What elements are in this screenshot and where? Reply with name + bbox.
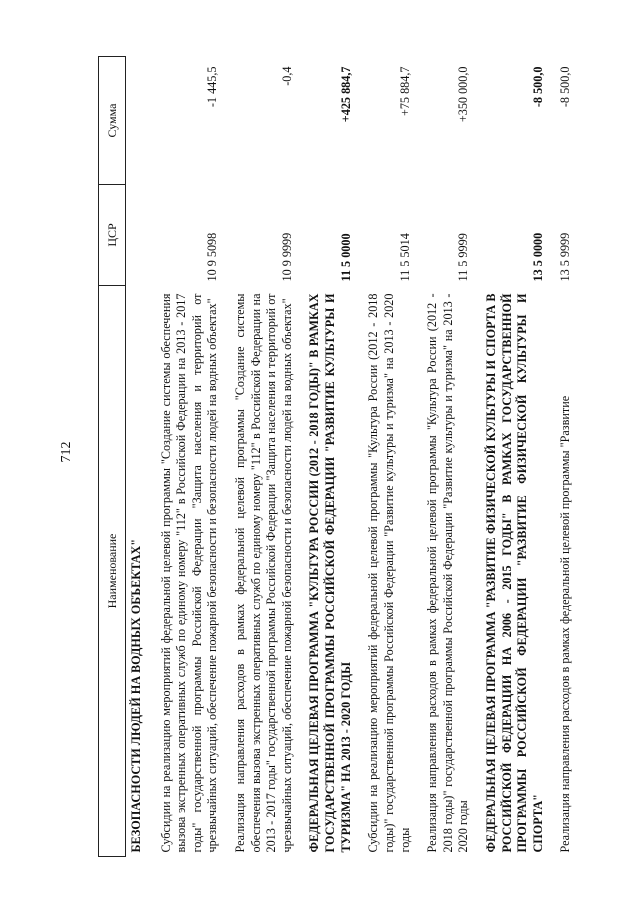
row-code: 11 5 5014: [397, 233, 412, 282]
row-code: [126, 185, 149, 286]
row-code: 10 9 5098: [205, 232, 220, 282]
row-code: 11 5 9999: [456, 233, 471, 282]
table-row: [474, 57, 548, 857]
row-sum: -0,4: [279, 66, 294, 86]
column-header-code: ЦСР: [99, 185, 126, 286]
row-sum: [126, 57, 149, 185]
row-code: 10 9 9999: [279, 232, 294, 282]
row-code: 11 5 0000: [338, 233, 353, 282]
row-name: БЕЗОПАСНОСТИ ЛЮДЕЙ НА ВОДНЫХ ОБЪЕКТАХ": [129, 539, 143, 853]
table-header-row: [99, 57, 126, 857]
budget-table-rotated: [98, 57, 616, 857]
column-header-sum: Сумма: [99, 57, 126, 185]
row-name: Реализация направления расходов в рамках федеральной целевой программы "Культура России (2012 - 2018 годы)" государственной программы Российской Федерации "Развитие культуры и туризма" на 2013 - 2020 годы: [425, 293, 471, 853]
row-sum: -8 500,0: [558, 66, 573, 108]
table-row: [126, 57, 149, 857]
page-number: 712: [59, 441, 74, 463]
row-sum: +75 884,7: [397, 66, 412, 117]
column-header-name: Наименование: [99, 286, 126, 857]
budget-table: [98, 56, 576, 857]
row-sum: -8 500,0: [530, 66, 545, 108]
row-name: ФЕДЕРАЛЬНАЯ ЦЕЛЕВАЯ ПРОГРАММА "РАЗВИТИЕ ФИЗИЧЕСКОЙ КУЛЬТУРЫ И СПОРТА В РОССИЙСКОЙ ФЕДЕРАЦИИ НА 2006 - 2015 ГОДЫ" В РАМКАХ ГОСУДАРСТВЕННОЙ ПРОГРАММЫ РОССИЙСКОЙ ФЕДЕРАЦИИ "РАЗВИТИЕ ФИЗИЧЕСКОЙ КУЛЬТУРЫ И СПОРТА": [483, 293, 545, 853]
table-row: [223, 57, 297, 857]
row-name: Субсидии на реализацию мероприятий федеральной целевой программы "Культура России (2012 - 2018 годы)" государственной программы Российской Федерации "Развитие культуры и туризма" на 2013 - 2020 годы: [366, 293, 412, 853]
row-name: Субсидии на реализацию мероприятий федеральной целевой программы "Создание системы обеспечения вызова экстренных оперативных служб по единому номеру "112" в Российской Федерации на 2013 - 2017 годы" государственной программы Российской Федерации "Защита населения и территорий от чрезвычайных ситуаций, обеспечение пожарной безопасности и безопасности людей на водных объектах": [158, 293, 220, 853]
row-sum: -1 445,5: [205, 66, 220, 108]
row-name: Реализация направления расходов в рамках федеральной целевой программы "Создание системы обеспечения вызова экстренных оперативных служб по единому номеру "112" в Российской Федерации на 2013 - 2017 годы" государственной программы Российской Федерации "Защита населения и территорий от чрезвычайных ситуаций, обеспечение пожарной безопасности и безопасности людей на водных объектах": [233, 293, 294, 853]
row-name: ФЕДЕРАЛЬНАЯ ЦЕЛЕВАЯ ПРОГРАММА "КУЛЬТУРА РОССИИ (2012 - 2018 ГОДЫ)" В РАМКАХ ГОСУДАРСТВЕННОЙ ПРОГРАММЫ РОССИЙСКОЙ ФЕДЕРАЦИИ "РАЗВИТИЕ КУЛЬТУРЫ И ТУРИЗМА" НА 2013 - 2020 ГОДЫ: [307, 293, 353, 853]
row-sum: +350 000,0: [456, 66, 471, 123]
row-code: 13 5 0000: [530, 232, 545, 282]
table-row: [415, 57, 474, 857]
row-code: 13 5 9999: [558, 232, 573, 282]
table-row: [297, 57, 356, 857]
row-sum: +425 884,7: [338, 66, 353, 123]
table-row: [149, 57, 223, 857]
table-row: [356, 57, 415, 857]
row-name: Реализация направления расходов в рамках федеральной целевой программы "Развитие: [558, 395, 573, 853]
table-row: [548, 57, 576, 857]
